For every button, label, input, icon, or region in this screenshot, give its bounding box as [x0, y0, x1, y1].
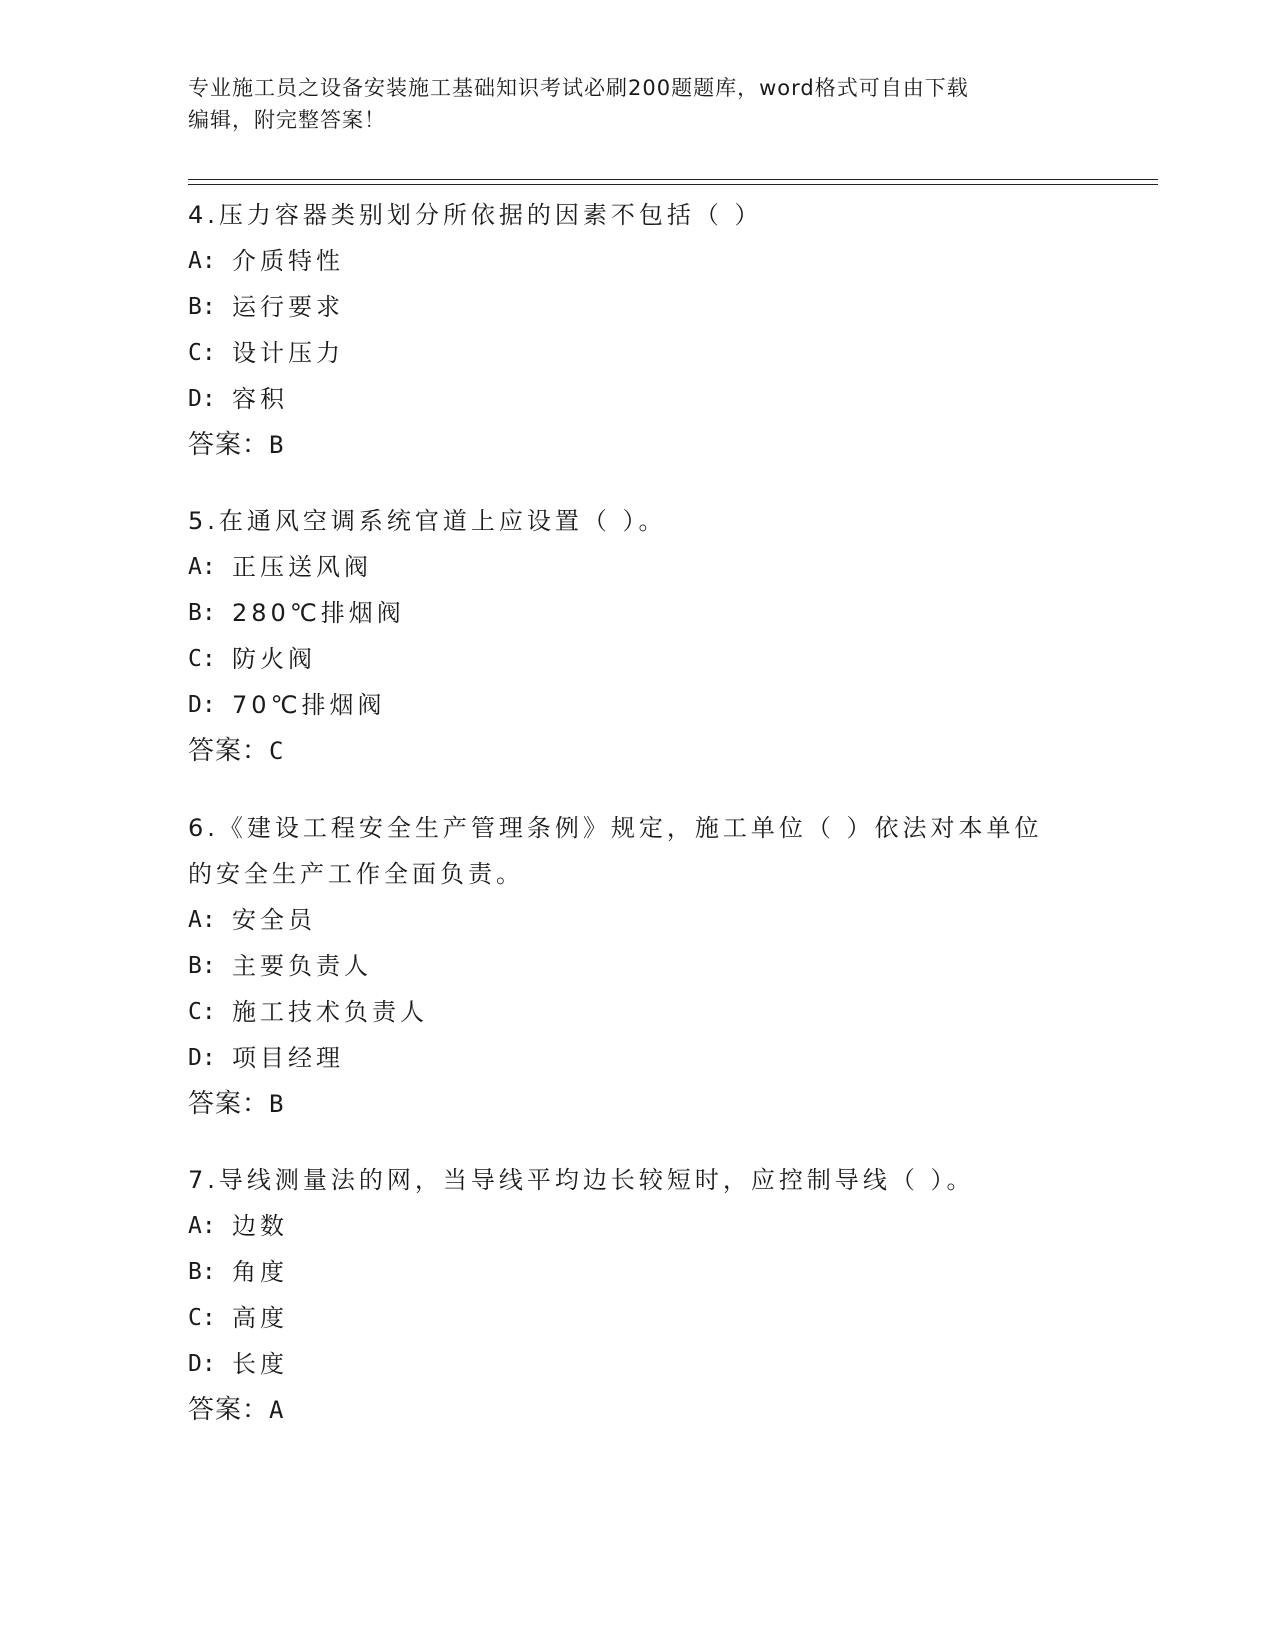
option-a [188, 238, 1088, 284]
option-text: 设计压力 [232, 339, 344, 367]
option-b [188, 590, 1088, 636]
option-text: 项目经理 [232, 1044, 344, 1072]
answer [188, 728, 1088, 774]
option-letter: B: [188, 600, 216, 626]
option-letter: A: [188, 554, 216, 580]
option-text: 高度 [232, 1304, 288, 1332]
option-text: 角度 [232, 1258, 288, 1286]
option-letter: B: [188, 1259, 216, 1285]
option-text: 280℃排烟阀 [232, 599, 405, 627]
option-text: 主要负责人 [232, 952, 372, 980]
question-stem-continued: 的安全生产工作全面负责。 [188, 860, 524, 888]
option-text: 施工技术负责人 [232, 998, 428, 1026]
answer-label: 答案： [188, 736, 270, 766]
option-letter: C: [188, 999, 216, 1025]
question-stem: 6.《建设工程安全生产管理条例》规定，施工单位（ ）依法对本单位 [188, 814, 1043, 842]
option-c [188, 636, 1088, 682]
answer-value: B [269, 431, 285, 459]
option-letter: A: [188, 248, 216, 274]
option-letter: A: [188, 1213, 216, 1239]
option-d [188, 1341, 1088, 1387]
answer-label: 答案： [188, 430, 270, 460]
answer [188, 422, 1088, 468]
question-7 [188, 1157, 1088, 1433]
question-stem: 4.压力容器类别划分所依据的因素不包括（ ） [188, 201, 763, 229]
option-letter: B: [188, 953, 216, 979]
option-c [188, 989, 1088, 1035]
option-letter: C: [188, 1305, 216, 1331]
option-letter: D: [188, 692, 216, 718]
option-d [188, 682, 1088, 728]
option-b [188, 284, 1088, 330]
option-letter: D: [188, 386, 216, 412]
option-a [188, 544, 1088, 590]
option-letter: C: [188, 340, 216, 366]
answer [188, 1081, 1088, 1127]
option-b [188, 1249, 1088, 1295]
question-stem: 5.在通风空调系统官道上应设置（ ）。 [188, 507, 667, 535]
option-letter: A: [188, 907, 216, 933]
option-letter: B: [188, 294, 216, 320]
option-text: 运行要求 [232, 293, 344, 321]
option-text: 容积 [232, 385, 288, 413]
answer [188, 1387, 1088, 1433]
option-a [188, 897, 1088, 943]
header-line-2: 编辑，附完整答案！ [188, 108, 386, 132]
header-rule-bottom [188, 184, 1158, 185]
question-6 [188, 805, 1088, 1127]
option-text: 安全员 [232, 906, 316, 934]
option-text: 防火阀 [232, 645, 316, 673]
answer-label: 答案： [188, 1089, 270, 1119]
option-c [188, 1295, 1088, 1341]
answer-value: A [269, 1396, 285, 1424]
answer-value: B [269, 1090, 285, 1118]
question-stem: 7.导线测量法的网，当导线平均边长较短时，应控制导线（ ）。 [188, 1166, 975, 1194]
document-header [188, 72, 1068, 136]
option-text: 边数 [232, 1212, 288, 1240]
header-rule-top [188, 179, 1158, 180]
option-text: 长度 [232, 1350, 288, 1378]
answer-label: 答案： [188, 1395, 270, 1425]
option-letter: D: [188, 1351, 216, 1377]
option-letter: D: [188, 1045, 216, 1071]
option-letter: C: [188, 646, 216, 672]
option-text: 70℃排烟阀 [232, 691, 386, 719]
option-a [188, 1203, 1088, 1249]
answer-value: C [269, 737, 285, 765]
option-d [188, 376, 1088, 422]
option-text: 正压送风阀 [232, 553, 372, 581]
option-b [188, 943, 1088, 989]
option-text: 介质特性 [232, 247, 344, 275]
option-c [188, 330, 1088, 376]
question-4 [188, 192, 1088, 468]
header-line-1: 专业施工员之设备安装施工基础知识考试必刷200题题库，word格式可自由下载 [188, 76, 969, 100]
question-5 [188, 498, 1088, 774]
option-d [188, 1035, 1088, 1081]
